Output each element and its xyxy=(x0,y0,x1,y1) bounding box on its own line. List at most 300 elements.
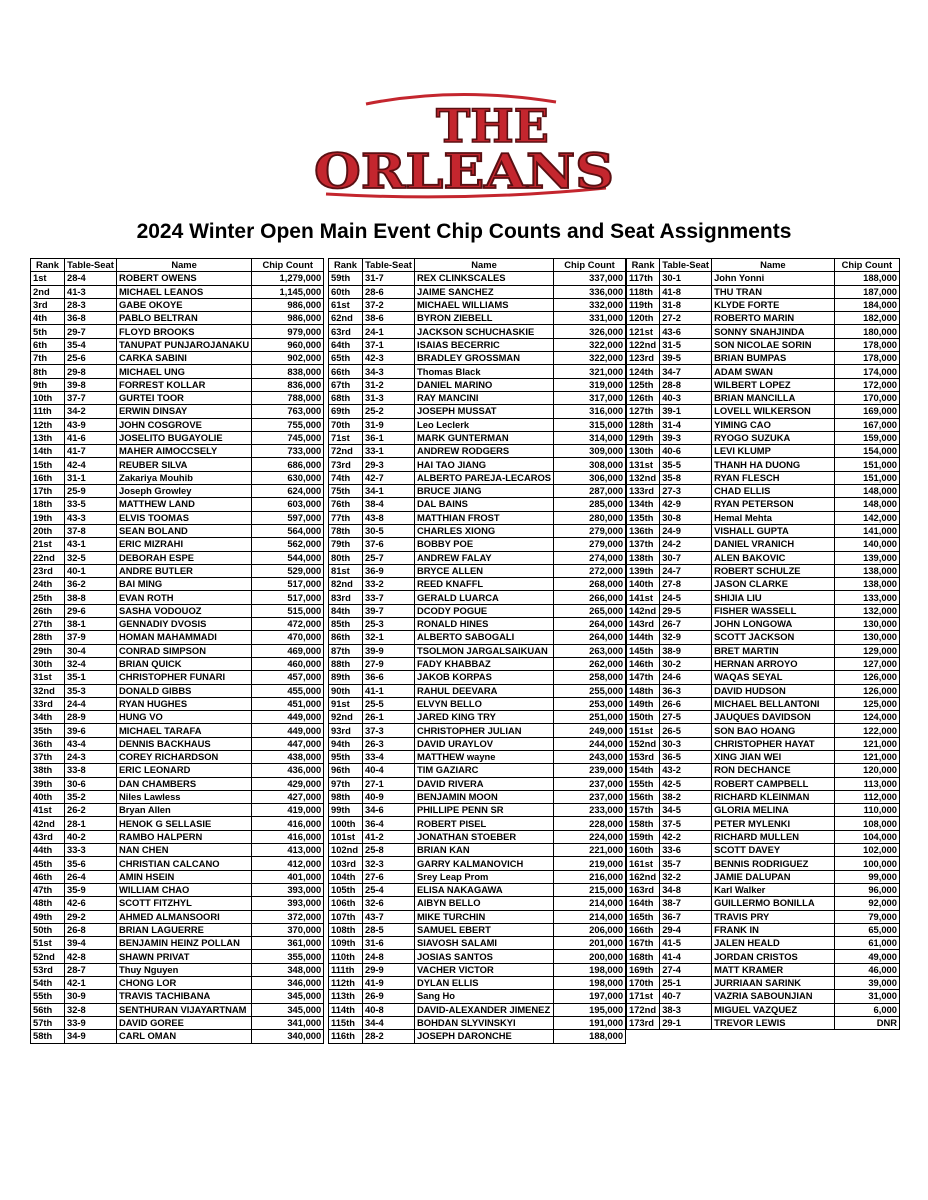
chips-cell: 228,000 xyxy=(554,817,626,830)
column-header-name: Name xyxy=(415,259,554,272)
chips-cell: 39,000 xyxy=(834,977,899,990)
name-cell: GLORIA MELINA xyxy=(712,804,835,817)
name-cell: BENJAMIN HEINZ POLLAN xyxy=(117,937,252,950)
rank-cell: 113th xyxy=(329,990,363,1003)
rank-cell: 141st xyxy=(627,591,660,604)
chips-cell: 138,000 xyxy=(834,564,899,577)
table-row xyxy=(31,923,324,936)
seat-cell: 40-3 xyxy=(660,391,712,404)
name-cell: Zakariya Mouhib xyxy=(117,471,252,484)
rank-cell: 105th xyxy=(329,883,363,896)
table-row xyxy=(627,750,900,763)
rank-cell: 84th xyxy=(329,604,363,617)
rank-cell: 23rd xyxy=(31,564,65,577)
chips-cell: 788,000 xyxy=(252,391,324,404)
table-row xyxy=(329,418,626,431)
seat-cell: 24-3 xyxy=(65,750,117,763)
name-cell: THU TRAN xyxy=(712,285,835,298)
name-cell: ELISA NAKAGAWA xyxy=(415,883,554,896)
seat-cell: 43-6 xyxy=(660,325,712,338)
seat-cell: 26-2 xyxy=(65,804,117,817)
chips-cell: 416,000 xyxy=(252,817,324,830)
name-cell: DAVID HUDSON xyxy=(712,684,835,697)
chips-cell: 92,000 xyxy=(834,897,899,910)
rank-cell: 31st xyxy=(31,671,65,684)
name-cell: EVAN ROTH xyxy=(117,591,252,604)
table-row xyxy=(329,883,626,896)
chips-cell: 139,000 xyxy=(834,551,899,564)
table-row xyxy=(627,325,900,338)
rank-cell: 40th xyxy=(31,790,65,803)
seat-cell: 43-3 xyxy=(65,511,117,524)
name-cell: SONNY SNAHJINDA xyxy=(712,325,835,338)
rank-cell: 36th xyxy=(31,737,65,750)
name-cell: CHRISTOPHER FUNARI xyxy=(117,671,252,684)
table-row xyxy=(627,391,900,404)
chips-cell: 125,000 xyxy=(834,697,899,710)
name-cell: SHIJIA LIU xyxy=(712,591,835,604)
name-cell: MICHAEL LEANOS xyxy=(117,285,252,298)
table-row xyxy=(329,458,626,471)
chips-cell: 836,000 xyxy=(252,378,324,391)
table-row xyxy=(329,1003,626,1016)
name-cell: ROBERTO MARIN xyxy=(712,312,835,325)
name-cell: DAVID URAYLOV xyxy=(415,737,554,750)
seat-cell: 32-9 xyxy=(660,631,712,644)
name-cell: ROBERT SCHULZE xyxy=(712,564,835,577)
rank-cell: 131st xyxy=(627,458,660,471)
seat-cell: 25-1 xyxy=(660,977,712,990)
rank-cell: 64th xyxy=(329,338,363,351)
rank-cell: 151st xyxy=(627,724,660,737)
rank-cell: 42nd xyxy=(31,817,65,830)
rank-cell: 111th xyxy=(329,963,363,976)
chips-cell: 438,000 xyxy=(252,750,324,763)
rank-cell: 12th xyxy=(31,418,65,431)
table-row xyxy=(31,684,324,697)
seat-cell: 32-2 xyxy=(660,870,712,883)
table-row xyxy=(329,750,626,763)
chips-cell: 322,000 xyxy=(554,352,626,365)
name-cell: SASHA VODOUOZ xyxy=(117,604,252,617)
chips-cell: DNR xyxy=(834,1016,899,1029)
rank-cell: 46th xyxy=(31,870,65,883)
rank-cell: 13th xyxy=(31,431,65,444)
rank-cell: 52nd xyxy=(31,950,65,963)
table-row xyxy=(329,604,626,617)
rank-cell: 153rd xyxy=(627,750,660,763)
table-row xyxy=(31,644,324,657)
name-cell: BOBBY POE xyxy=(415,538,554,551)
seat-cell: 33-9 xyxy=(65,1016,117,1029)
rank-cell: 78th xyxy=(329,524,363,537)
seat-cell: 28-7 xyxy=(65,963,117,976)
rank-cell: 62nd xyxy=(329,312,363,325)
table-row xyxy=(31,870,324,883)
rank-cell: 102nd xyxy=(329,844,363,857)
rank-cell: 107th xyxy=(329,910,363,923)
table-row xyxy=(627,764,900,777)
name-cell: Joseph Growley xyxy=(117,485,252,498)
name-cell: TANUPAT PUNJAROJANAKU xyxy=(117,338,252,351)
name-cell: ROBERT CAMPBELL xyxy=(712,777,835,790)
name-cell: JOSIAS SANTOS xyxy=(415,950,554,963)
chips-cell: 233,000 xyxy=(554,804,626,817)
seat-cell: 42-5 xyxy=(660,777,712,790)
chips-cell: 142,000 xyxy=(834,511,899,524)
table-row xyxy=(329,631,626,644)
svg-text:ORLEANS: ORLEANS xyxy=(314,144,614,200)
seat-cell: 39-4 xyxy=(65,937,117,950)
rank-cell: 95th xyxy=(329,750,363,763)
table-row xyxy=(329,830,626,843)
seat-cell: 40-7 xyxy=(660,990,712,1003)
name-cell: CHONG LOR xyxy=(117,977,252,990)
seat-cell: 40-4 xyxy=(363,764,415,777)
rank-cell: 145th xyxy=(627,644,660,657)
seat-cell: 28-8 xyxy=(660,378,712,391)
rank-cell: 19th xyxy=(31,511,65,524)
chips-cell: 624,000 xyxy=(252,485,324,498)
name-cell: CHAD ELLIS xyxy=(712,485,835,498)
name-cell: ISAIAS BECERRIC xyxy=(415,338,554,351)
chips-cell: 132,000 xyxy=(834,604,899,617)
table-row xyxy=(31,551,324,564)
seat-cell: 41-2 xyxy=(363,830,415,843)
name-cell: VAZRIA SABOUNJIAN xyxy=(712,990,835,1003)
name-cell: Niles Lawless xyxy=(117,790,252,803)
chips-cell: 191,000 xyxy=(554,1016,626,1029)
table-row xyxy=(627,804,900,817)
seat-cell: 34-3 xyxy=(363,365,415,378)
chips-cell: 265,000 xyxy=(554,604,626,617)
seat-cell: 30-6 xyxy=(65,777,117,790)
table-row xyxy=(627,817,900,830)
rank-cell: 49th xyxy=(31,910,65,923)
name-cell: BRYCE ALLEN xyxy=(415,564,554,577)
seat-cell: 25-9 xyxy=(65,485,117,498)
seat-cell: 41-1 xyxy=(363,684,415,697)
rank-cell: 117th xyxy=(627,272,660,285)
seat-cell: 30-3 xyxy=(660,737,712,750)
rank-cell: 90th xyxy=(329,684,363,697)
seat-cell: 34-7 xyxy=(660,365,712,378)
seat-cell: 26-7 xyxy=(660,618,712,631)
chips-cell: 253,000 xyxy=(554,697,626,710)
table-row xyxy=(329,378,626,391)
rank-cell: 76th xyxy=(329,498,363,511)
seat-cell: 26-9 xyxy=(363,990,415,1003)
chips-cell: 517,000 xyxy=(252,578,324,591)
table-row xyxy=(31,485,324,498)
chips-cell: 221,000 xyxy=(554,844,626,857)
table-row xyxy=(31,391,324,404)
name-cell: XING JIAN WEI xyxy=(712,750,835,763)
rank-cell: 132nd xyxy=(627,471,660,484)
seat-cell: 27-5 xyxy=(660,711,712,724)
table-row xyxy=(31,325,324,338)
seat-cell: 29-5 xyxy=(660,604,712,617)
chips-cell: 96,000 xyxy=(834,883,899,896)
table-row xyxy=(627,405,900,418)
name-cell: ERWIN DINSAY xyxy=(117,405,252,418)
seat-cell: 36-5 xyxy=(660,750,712,763)
seat-cell: 38-4 xyxy=(363,498,415,511)
seat-cell: 35-9 xyxy=(65,883,117,896)
table-row xyxy=(31,1016,324,1029)
name-cell: BOHDAN SLYVINSKYI xyxy=(415,1016,554,1029)
name-cell: GENNADIY DVOSIS xyxy=(117,618,252,631)
name-cell: MICHAEL BELLANTONI xyxy=(712,697,835,710)
seat-cell: 28-4 xyxy=(65,272,117,285)
seat-cell: 31-7 xyxy=(363,272,415,285)
chips-cell: 122,000 xyxy=(834,724,899,737)
chips-cell: 413,000 xyxy=(252,844,324,857)
name-cell: NAN CHEN xyxy=(117,844,252,857)
table-row xyxy=(31,830,324,843)
chips-cell: 124,000 xyxy=(834,711,899,724)
name-cell: MATT KRAMER xyxy=(712,963,835,976)
table-row xyxy=(627,485,900,498)
table-row xyxy=(329,737,626,750)
rank-cell: 70th xyxy=(329,418,363,431)
chips-cell: 457,000 xyxy=(252,671,324,684)
rank-cell: 67th xyxy=(329,378,363,391)
name-cell: MATTHEW LAND xyxy=(117,498,252,511)
rank-cell: 68th xyxy=(329,391,363,404)
name-cell: HENOK G SELLASIE xyxy=(117,817,252,830)
seat-cell: 24-7 xyxy=(660,564,712,577)
chips-cell: 187,000 xyxy=(834,285,899,298)
rank-cell: 7th xyxy=(31,352,65,365)
name-cell: CHRISTIAN CALCANO xyxy=(117,857,252,870)
seat-cell: 38-1 xyxy=(65,618,117,631)
rank-cell: 144th xyxy=(627,631,660,644)
seat-cell: 31-8 xyxy=(660,298,712,311)
name-cell: Sang Ho xyxy=(415,990,554,1003)
seat-cell: 36-4 xyxy=(363,817,415,830)
chips-cell: 317,000 xyxy=(554,391,626,404)
seat-cell: 24-8 xyxy=(363,950,415,963)
seat-cell: 32-5 xyxy=(65,551,117,564)
rank-cell: 99th xyxy=(329,804,363,817)
chips-cell: 197,000 xyxy=(554,990,626,1003)
seat-cell: 31-5 xyxy=(660,338,712,351)
chips-cell: 336,000 xyxy=(554,285,626,298)
rank-cell: 6th xyxy=(31,338,65,351)
chips-cell: 544,000 xyxy=(252,551,324,564)
table-row xyxy=(31,963,324,976)
table-row xyxy=(31,657,324,670)
rank-cell: 92nd xyxy=(329,711,363,724)
rank-cell: 34th xyxy=(31,711,65,724)
seat-cell: 26-4 xyxy=(65,870,117,883)
seat-cell: 31-3 xyxy=(363,391,415,404)
rank-cell: 158th xyxy=(627,817,660,830)
name-cell: John Yonni xyxy=(712,272,835,285)
chips-cell: 61,000 xyxy=(834,937,899,950)
seat-cell: 26-5 xyxy=(660,724,712,737)
seat-cell: 30-5 xyxy=(363,524,415,537)
name-cell: MICHAEL TARAFA xyxy=(117,724,252,737)
table-row xyxy=(31,431,324,444)
chips-cell: 49,000 xyxy=(834,950,899,963)
seat-cell: 36-9 xyxy=(363,564,415,577)
column-header-rank: Rank xyxy=(31,259,65,272)
chips-cell: 345,000 xyxy=(252,1003,324,1016)
name-cell: COREY RICHARDSON xyxy=(117,750,252,763)
rank-cell: 164th xyxy=(627,897,660,910)
rank-cell: 115th xyxy=(329,1016,363,1029)
name-cell: ANDREW RODGERS xyxy=(415,445,554,458)
chips-cell: 274,000 xyxy=(554,551,626,564)
chips-cell: 280,000 xyxy=(554,511,626,524)
rank-cell: 118th xyxy=(627,285,660,298)
chips-cell: 322,000 xyxy=(554,338,626,351)
seat-cell: 42-6 xyxy=(65,897,117,910)
orleans-logo xyxy=(306,84,622,200)
chips-cell: 151,000 xyxy=(834,458,899,471)
chips-cell: 345,000 xyxy=(252,990,324,1003)
name-cell: JORDAN CRISTOS xyxy=(712,950,835,963)
table-row xyxy=(627,737,900,750)
table-row xyxy=(329,298,626,311)
name-cell: DAL BAINS xyxy=(415,498,554,511)
rank-cell: 51st xyxy=(31,937,65,950)
name-cell: Srey Leap Prom xyxy=(415,870,554,883)
seat-cell: 41-7 xyxy=(65,445,117,458)
table-row xyxy=(31,671,324,684)
table-row xyxy=(31,910,324,923)
name-cell: JAIME SANCHEZ xyxy=(415,285,554,298)
table-row xyxy=(627,631,900,644)
rank-cell: 53rd xyxy=(31,963,65,976)
rank-cell: 24th xyxy=(31,578,65,591)
seat-cell: 43-2 xyxy=(660,764,712,777)
name-cell: DANIEL VRANICH xyxy=(712,538,835,551)
seat-cell: 41-5 xyxy=(660,937,712,950)
seat-cell: 30-1 xyxy=(660,272,712,285)
table-row xyxy=(31,378,324,391)
name-cell: DENNIS BACKHAUS xyxy=(117,737,252,750)
table-row xyxy=(627,963,900,976)
chips-cell: 1,145,000 xyxy=(252,285,324,298)
table-row xyxy=(31,618,324,631)
seat-cell: 42-1 xyxy=(65,977,117,990)
table-row xyxy=(329,431,626,444)
rank-cell: 96th xyxy=(329,764,363,777)
name-cell: CHRISTOPHER HAYAT xyxy=(712,737,835,750)
chips-cell: 108,000 xyxy=(834,817,899,830)
name-cell: AMIN HSEIN xyxy=(117,870,252,883)
name-cell: RYAN FLESCH xyxy=(712,471,835,484)
table-row xyxy=(627,897,900,910)
table-row xyxy=(627,471,900,484)
name-cell: JASON CLARKE xyxy=(712,578,835,591)
rank-cell: 172nd xyxy=(627,1003,660,1016)
chips-cell: 472,000 xyxy=(252,618,324,631)
seat-cell: 28-3 xyxy=(65,298,117,311)
rank-cell: 66th xyxy=(329,365,363,378)
chips-cell: 321,000 xyxy=(554,365,626,378)
name-cell: TRAVIS PRY xyxy=(712,910,835,923)
chips-cell: 419,000 xyxy=(252,804,324,817)
name-cell: BYRON ZIEBELL xyxy=(415,312,554,325)
name-cell: JOSELITO BUGAYOLIE xyxy=(117,431,252,444)
results-table-2 xyxy=(328,258,626,1044)
table-row xyxy=(627,604,900,617)
rank-cell: 56th xyxy=(31,1003,65,1016)
rank-cell: 154th xyxy=(627,764,660,777)
seat-cell: 28-5 xyxy=(363,923,415,936)
name-cell: SAMUEL EBERT xyxy=(415,923,554,936)
rank-cell: 143rd xyxy=(627,618,660,631)
name-cell: BENNIS RODRIGUEZ xyxy=(712,857,835,870)
chips-cell: 178,000 xyxy=(834,352,899,365)
name-cell: MIKE TURCHIN xyxy=(415,910,554,923)
table-row xyxy=(329,790,626,803)
name-cell: SON NICOLAE SORIN xyxy=(712,338,835,351)
seat-cell: 27-8 xyxy=(660,578,712,591)
seat-cell: 40-6 xyxy=(660,445,712,458)
seat-cell: 38-8 xyxy=(65,591,117,604)
seat-cell: 42-7 xyxy=(363,471,415,484)
table-row xyxy=(31,631,324,644)
table-row xyxy=(329,950,626,963)
chips-cell: 148,000 xyxy=(834,485,899,498)
chips-cell: 121,000 xyxy=(834,737,899,750)
rank-cell: 79th xyxy=(329,538,363,551)
name-cell: Karl Walker xyxy=(712,883,835,896)
seat-cell: 36-1 xyxy=(363,431,415,444)
table-row xyxy=(329,578,626,591)
seat-cell: 43-7 xyxy=(363,910,415,923)
chips-cell: 244,000 xyxy=(554,737,626,750)
table-row xyxy=(31,272,324,285)
table-row xyxy=(627,564,900,577)
chips-cell: 174,000 xyxy=(834,365,899,378)
rank-cell: 134th xyxy=(627,498,660,511)
seat-cell: 27-4 xyxy=(660,963,712,976)
rank-cell: 38th xyxy=(31,764,65,777)
table-row xyxy=(627,657,900,670)
table-row xyxy=(329,485,626,498)
name-cell: JOSEPH DARONCHE xyxy=(415,1030,554,1043)
name-cell: RICHARD KLEINMAN xyxy=(712,790,835,803)
seat-cell: 43-1 xyxy=(65,538,117,551)
seat-cell: 28-1 xyxy=(65,817,117,830)
rank-cell: 45th xyxy=(31,857,65,870)
seat-cell: 34-1 xyxy=(363,485,415,498)
table-header-row xyxy=(329,259,626,272)
seat-cell: 42-4 xyxy=(65,458,117,471)
rank-cell: 94th xyxy=(329,737,363,750)
name-cell: GURTEI TOOR xyxy=(117,391,252,404)
chips-cell: 562,000 xyxy=(252,538,324,551)
table-row xyxy=(627,777,900,790)
table-row xyxy=(627,458,900,471)
rank-cell: 156th xyxy=(627,790,660,803)
rank-cell: 171st xyxy=(627,990,660,1003)
chips-cell: 167,000 xyxy=(834,418,899,431)
chips-cell: 306,000 xyxy=(554,471,626,484)
name-cell: SHAWN PRIVAT xyxy=(117,950,252,963)
seat-cell: 41-3 xyxy=(65,285,117,298)
seat-cell: 42-3 xyxy=(363,352,415,365)
name-cell: BRADLEY GROSSMAN xyxy=(415,352,554,365)
name-cell: JAMIE DALUPAN xyxy=(712,870,835,883)
seat-cell: 31-1 xyxy=(65,471,117,484)
